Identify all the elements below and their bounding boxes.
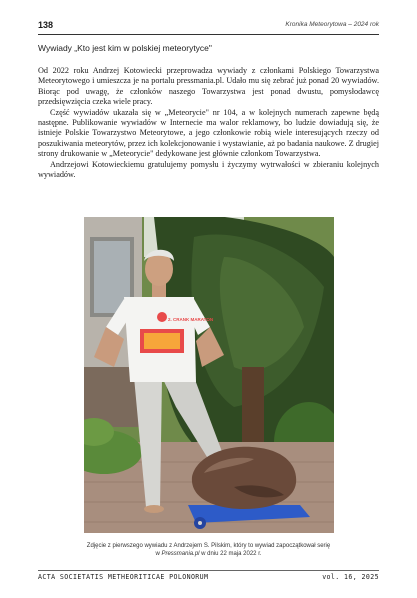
article-body	[38, 66, 379, 180]
page-header	[38, 20, 379, 34]
paragraph: Od 2022 roku Andrzej Kotowiecki przeprowadza wywiady z członkami Polskiego Towarzystwa Meteorytowego i umieszcza je na portalu pressmania.pl. Udało mu się zebrać już ponad 20 wywiadów. Biorąc pod uwagę, że członków naszego Towarzystwa jest ponad dwustu, pomysłodawcę przedsięwzięcia czeka wiele pracy.	[38, 66, 379, 107]
interview-photo	[84, 217, 334, 533]
section-title: Wywiady „Kto jest kim w polskiej meteorytyce"	[38, 43, 212, 53]
paragraph: Część wywiadów ukazała się w „Meteorycie" nr 104, a w kolejnych numerach zapewne będą następne. Publikowanie wywiadów w Internecie ma walor reklamowy, bo ludzie dowiadują się, że istnieje Polskie Towarzystwo Meteorytowe, a jego członkowie robią wiele interesujących rzeczy od poszukiwania meteorytów, przez ich kolekcjonowanie i wystawianie, aż po badania naukowe. Z drugiej strony drukowanie w „Meteorycie" dedykowane jest głównie członkom Towarzystwa.	[38, 107, 379, 159]
caption-line: Zdjęcie z pierwszego wywiadu z Andrzejem S. Pilskim, który to wywiad zapoczątkował serię	[86, 543, 331, 549]
journal-name: ACTA SOCIETATIS METHEORITICAE POLONORUM	[38, 573, 209, 581]
volume-info: vol. 16, 2025	[322, 573, 379, 581]
header-rule	[38, 34, 379, 35]
photo-caption	[60, 542, 357, 558]
caption-line: w Pressmania.pl w dniu 22 maja 2022 r.	[155, 551, 262, 557]
caption-italic: Pressmania.pl	[161, 551, 200, 557]
running-title: Kronika Meteorytowa – 2024 rok	[285, 21, 379, 28]
footer-rule	[38, 570, 379, 571]
page-footer	[38, 570, 379, 582]
paragraph: Andrzejowi Kotowieckiemu gratulujemy pomysłu i życzymy wytrwałości w zbieraniu kolejnych wywiadów.	[38, 159, 379, 180]
page-number: 138	[38, 20, 54, 30]
shirt-print-text: 2. CRANK MARATON	[168, 317, 214, 322]
